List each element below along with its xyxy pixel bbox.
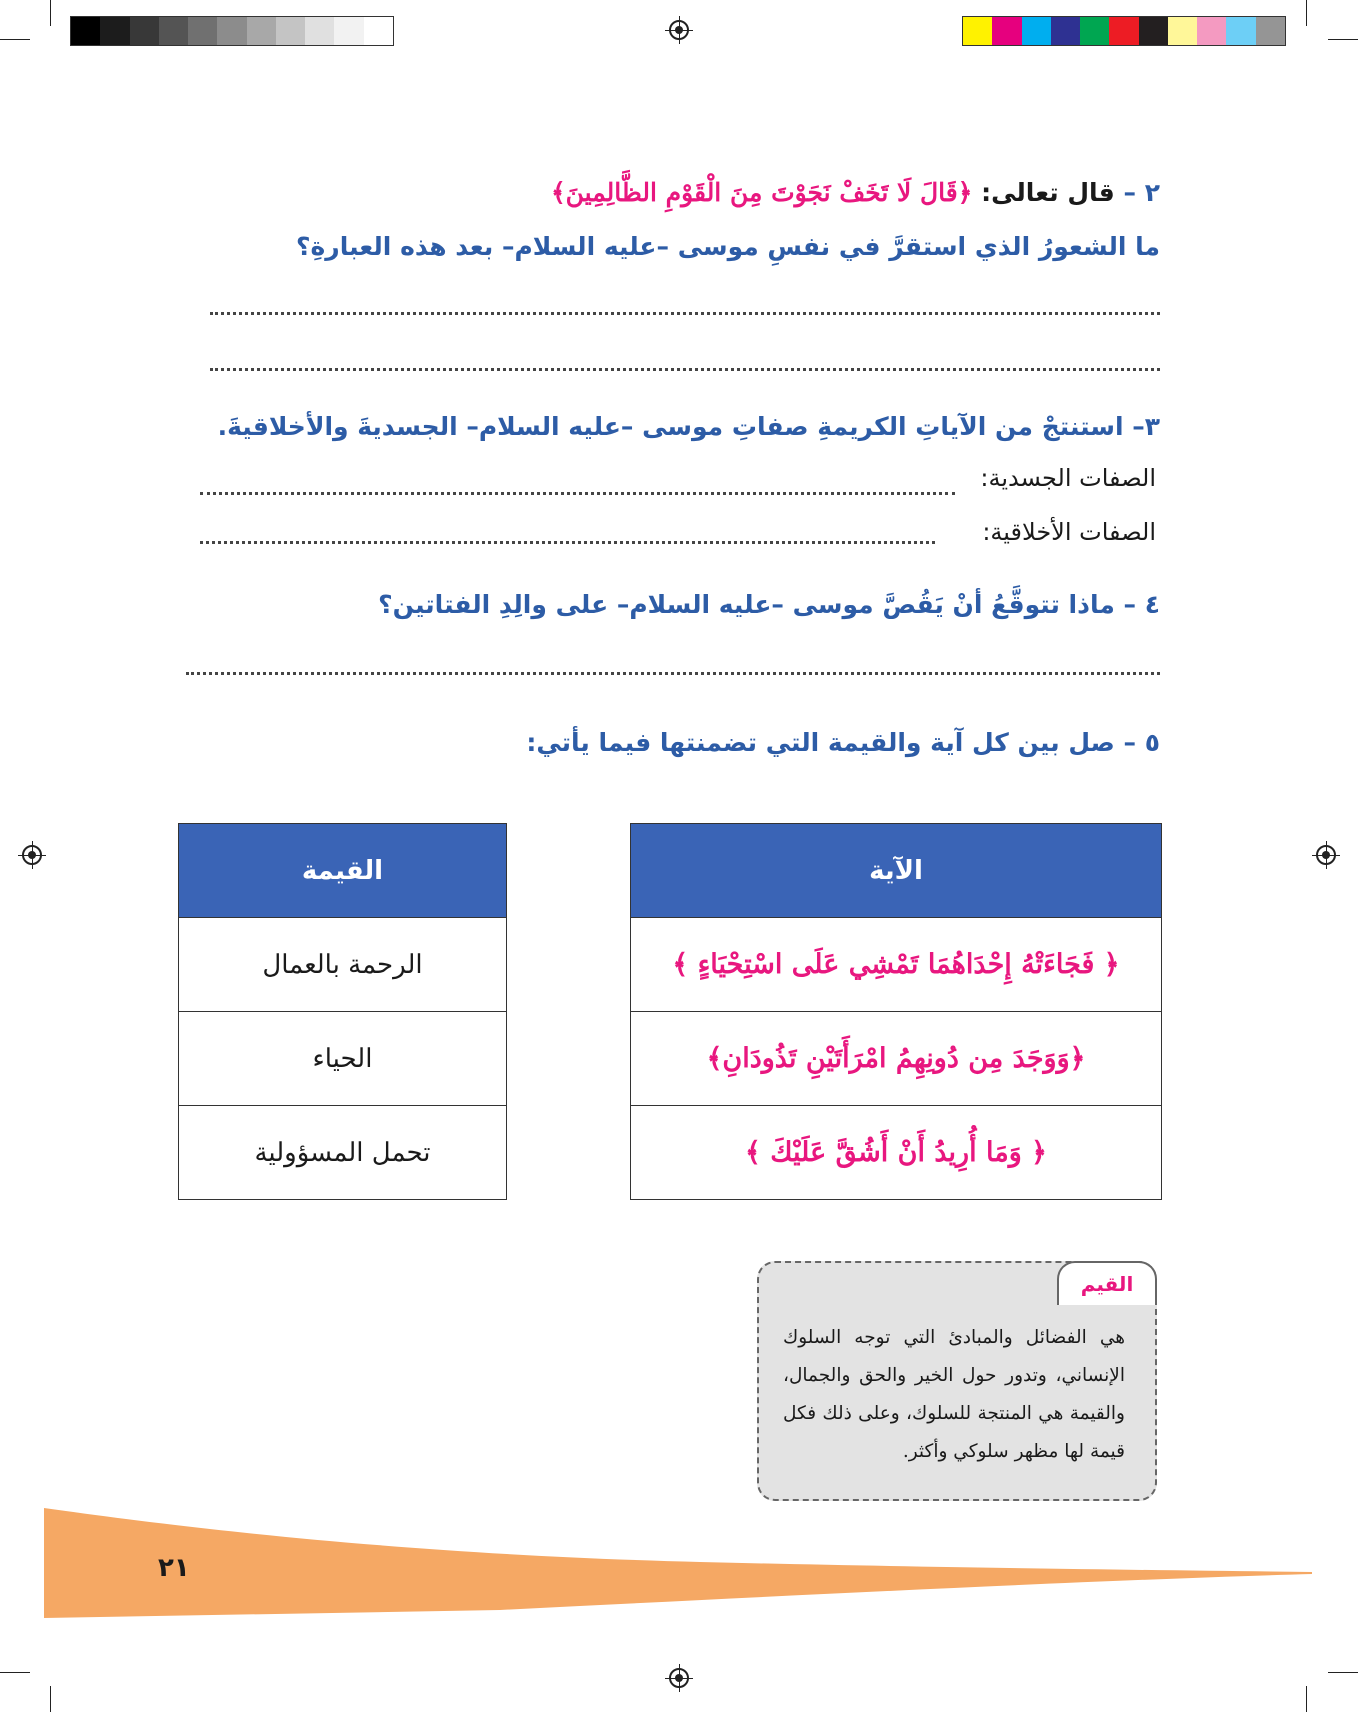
- color-swatch: [1109, 17, 1138, 45]
- question-intro: قال تعالى:: [981, 178, 1115, 207]
- color-swatch: [963, 17, 992, 45]
- question-number: ٢ –: [1123, 178, 1160, 207]
- color-calibration-bar: [962, 16, 1286, 46]
- values-table-header: القيمة: [179, 824, 507, 918]
- crop-mark: [1306, 0, 1307, 26]
- value-cell[interactable]: الرحمة بالعمال: [179, 918, 507, 1012]
- greyscale-calibration-bar: [70, 16, 394, 46]
- registration-mark: [669, 1668, 689, 1688]
- color-swatch: [1022, 17, 1051, 45]
- grey-swatch: [364, 17, 393, 45]
- answer-line[interactable]: [210, 312, 1160, 315]
- crop-mark: [1328, 1672, 1358, 1673]
- color-swatch: [1197, 17, 1226, 45]
- values-definition-text: هي الفضائل والمبادئ التي توجه السلوك الإنساني، وتدور حول الخير والحق والجمال، والقيمة هي المنتجة للسلوك، وعلى ذلك فكل قيمة لها مظهر سلوكي وأكثر.: [783, 1327, 1125, 1462]
- moral-traits-answer-line[interactable]: [200, 541, 935, 544]
- crop-mark: [50, 1686, 51, 1712]
- grey-swatch: [217, 17, 246, 45]
- value-cell[interactable]: الحياء: [179, 1012, 507, 1106]
- question-5-text: ٥ – صل بين كل آية والقيمة التي تضمنتها فيما يأتي:: [526, 728, 1160, 757]
- question-2-heading: [180, 178, 1160, 207]
- grey-swatch: [188, 17, 217, 45]
- grey-swatch: [130, 17, 159, 45]
- answer-line[interactable]: [210, 368, 1160, 371]
- crop-mark: [1306, 1686, 1307, 1712]
- values-definition-box: [757, 1261, 1157, 1501]
- physical-traits-answer-line[interactable]: [200, 492, 955, 495]
- grey-swatch: [276, 17, 305, 45]
- moral-traits-label: الصفات الأخلاقية:: [982, 518, 1156, 546]
- color-swatch: [1080, 17, 1109, 45]
- grey-swatch: [305, 17, 334, 45]
- crop-mark: [0, 1672, 30, 1673]
- verses-table-header: الآية: [631, 824, 1162, 918]
- page-number: ٢١: [158, 1553, 190, 1583]
- verse-cell[interactable]: ﴿ فَجَاءَتْهُ إِحْدَاهُمَا تَمْشِي عَلَى اسْتِحْيَاءٍ ﴾: [631, 918, 1162, 1012]
- crop-mark: [0, 39, 30, 40]
- registration-mark: [1316, 845, 1336, 865]
- grey-swatch: [247, 17, 276, 45]
- question-2-text: ما الشعورُ الذي استقرَّ في نفسِ موسى –عليه السلام– بعد هذه العبارةِ؟: [296, 232, 1160, 261]
- grey-swatch: [100, 17, 129, 45]
- grey-swatch: [334, 17, 363, 45]
- color-swatch: [1256, 17, 1285, 45]
- crop-mark: [1328, 39, 1358, 40]
- verse-cell[interactable]: ﴿ وَمَا أُرِيدُ أَنْ أَشُقَّ عَلَيْكَ ﴾: [631, 1106, 1162, 1200]
- answer-line[interactable]: [186, 672, 1160, 675]
- color-swatch: [1051, 17, 1080, 45]
- quran-verse: ﴿قَالَ لَا تَخَفْ نَجَوْتَ مِنَ الْقَوْمِ الظَّالِمِينَ﴾: [550, 178, 973, 207]
- grey-swatch: [71, 17, 100, 45]
- footer-band: [0, 1500, 1358, 1620]
- color-swatch: [1168, 17, 1197, 45]
- verses-table: [630, 823, 1162, 1200]
- values-table: [178, 823, 507, 1200]
- physical-traits-label: الصفات الجسدية:: [980, 464, 1156, 492]
- registration-mark: [669, 20, 689, 40]
- color-swatch: [1139, 17, 1168, 45]
- crop-mark: [50, 0, 51, 26]
- question-4-text: ٤ – ماذا تتوقَّعُ أنْ يَقُصَّ موسى –عليه السلام– على والِدِ الفتاتين؟: [378, 590, 1160, 619]
- values-definition-title: القيم: [1057, 1261, 1157, 1305]
- registration-mark: [22, 845, 42, 865]
- verse-cell[interactable]: ﴿وَوَجَدَ مِن دُونِهِمُ امْرَأَتَيْنِ تَذُودَانِ﴾: [631, 1012, 1162, 1106]
- question-3-text: ٣– استنتجْ من الآياتِ الكريمةِ صفاتِ موسى –عليه السلام– الجسديةَ والأخلاقيةَ.: [217, 412, 1160, 441]
- value-cell[interactable]: تحمل المسؤولية: [179, 1106, 507, 1200]
- color-swatch: [992, 17, 1021, 45]
- color-swatch: [1226, 17, 1255, 45]
- grey-swatch: [159, 17, 188, 45]
